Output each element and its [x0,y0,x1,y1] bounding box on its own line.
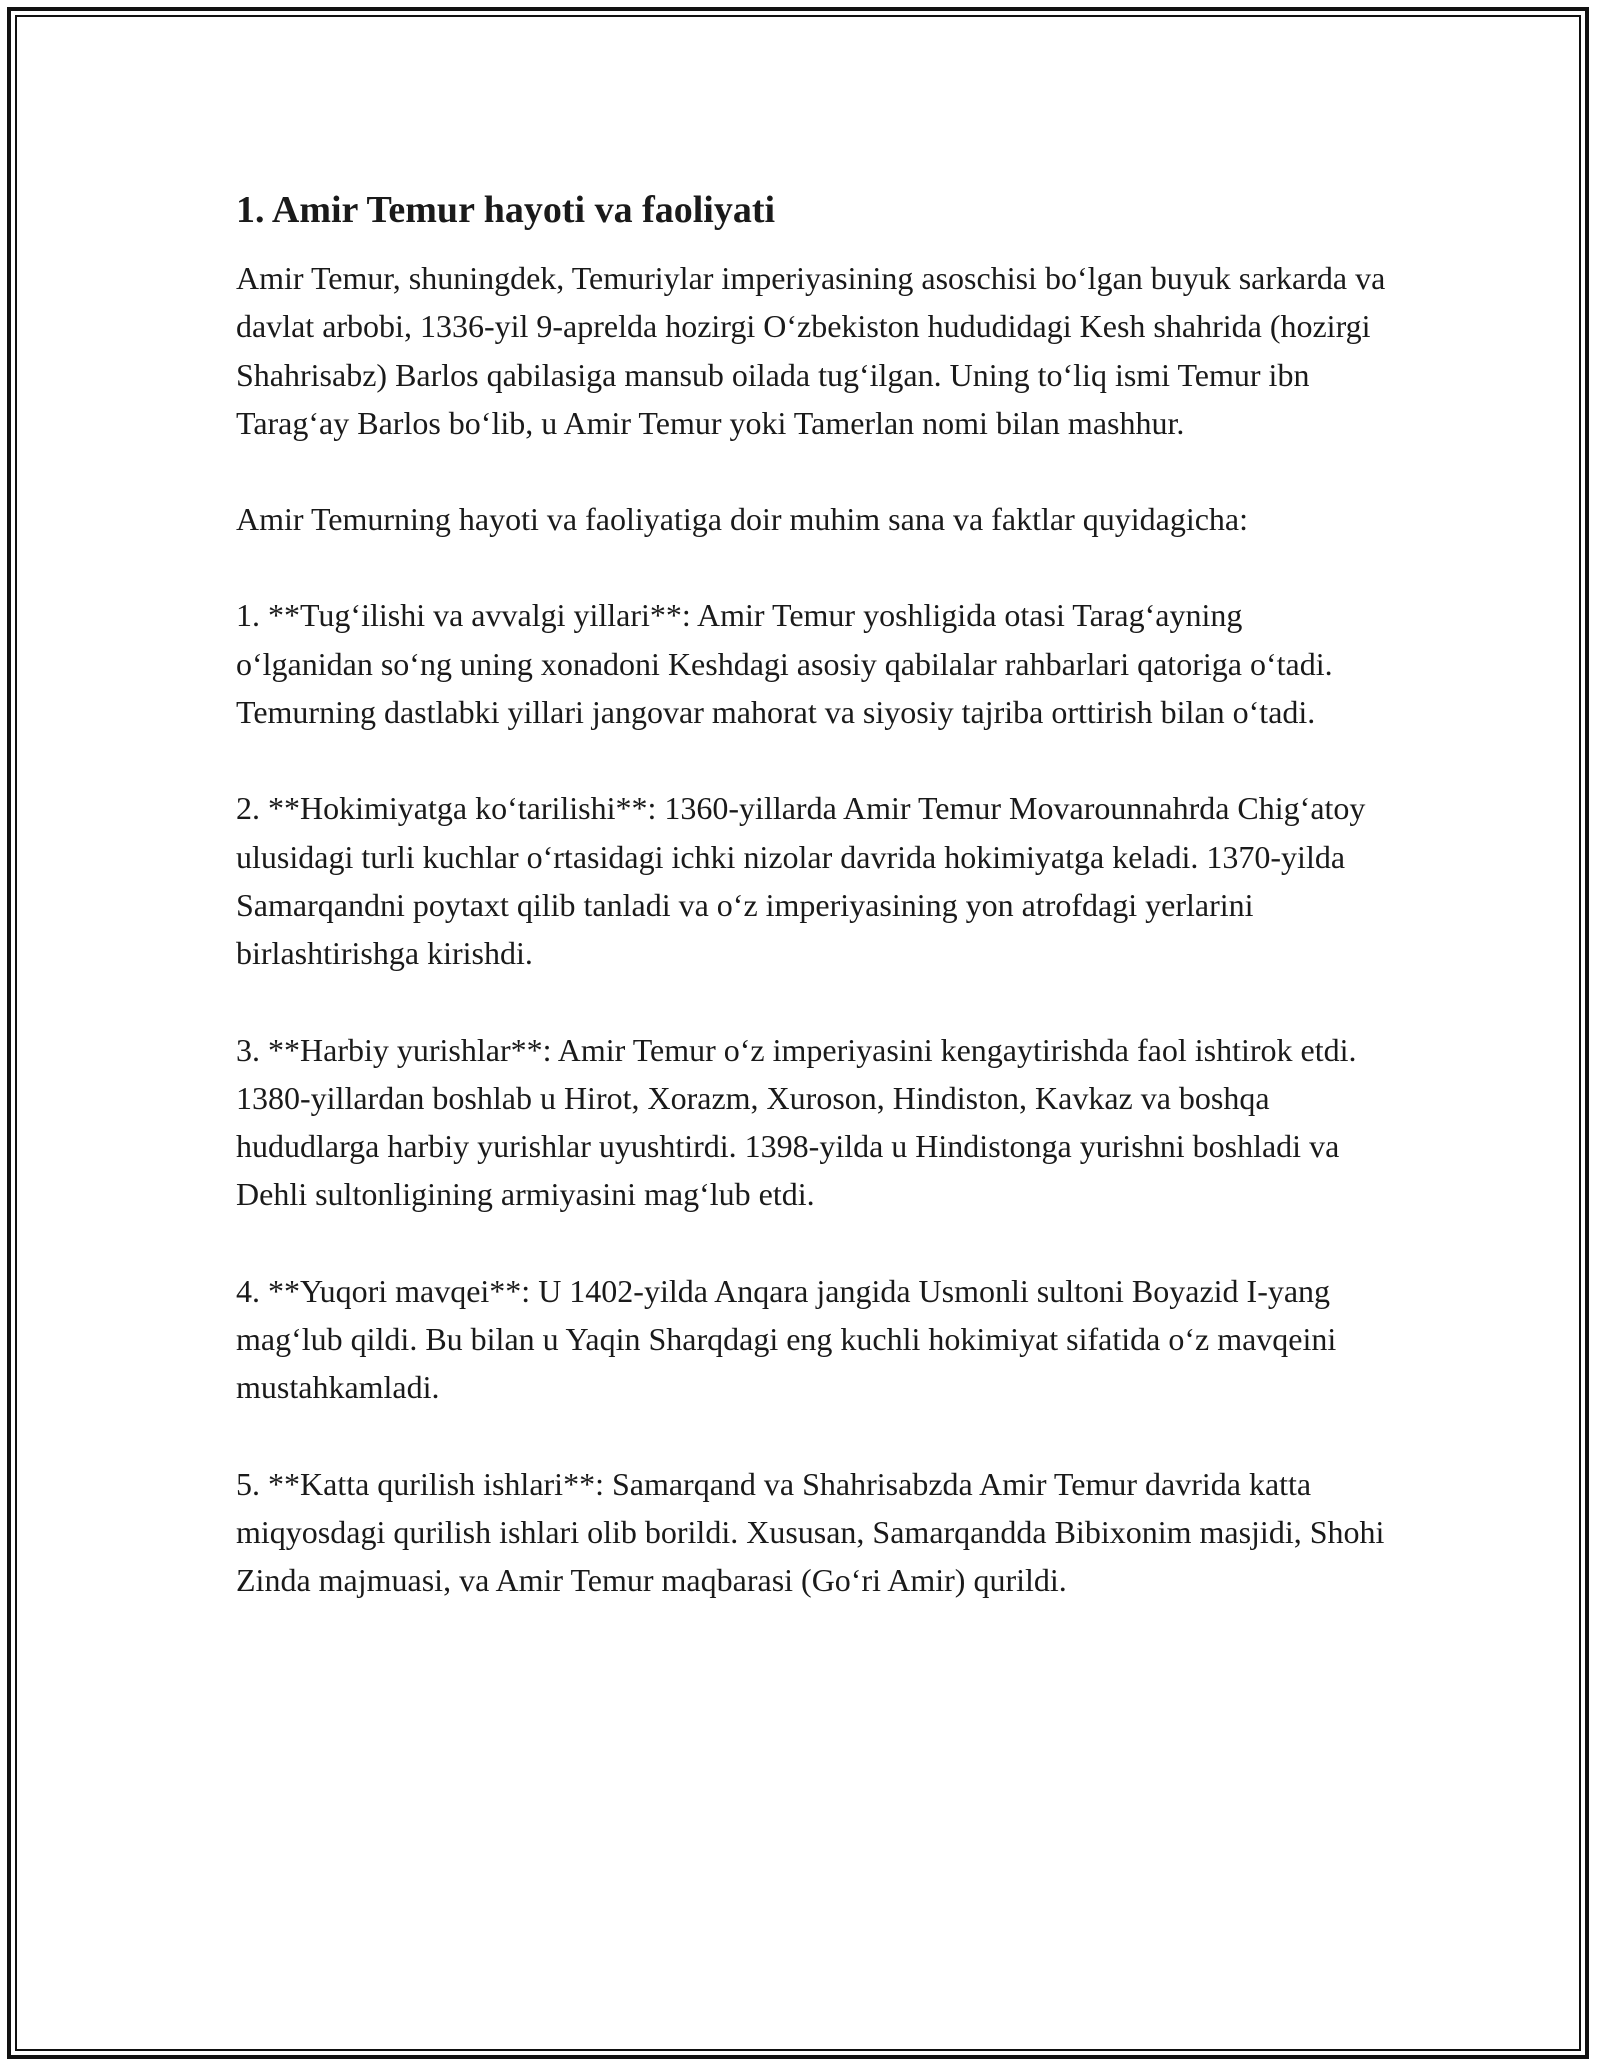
document-title: 1. Amir Temur hayoti va faoliyati [236,189,776,231]
list-item-high-position: 4. **Yuqori mavqei**: U 1402-yilda Anqara jangida Usmonli sultoni Boyazid I-yang mag‘lub qildi. Bu bilan u Yaqin Sharqdagi eng kuchli hokimiyat sifatida o‘z mavqeini mustahkamladi. [236,1272,1337,1406]
list-item-birth: 1. **Tug‘ilishi va avvalgi yillari**: Amir Temur yoshligida otasi Tarag‘ayning o‘lganidan so‘ng uning xonadoni Keshdagi asosiy qabilalar rahbarlari qatoriga o‘tadi. Temurning dastlabki yillari jangovar mahorat va siyosiy tajriba orttirish bilan o‘tadi. [236,597,1333,731]
list-item-construction: 5. **Katta qurilish ishlari**: Samarqand va Shahrisabzda Amir Temur davrida katta miqyosdagi qurilish ishlari olib borildi. Xususan, Samarqandda Bibixonim masjidi, Shohi Zinda majmuasi, va Amir Temur maqbarasi (Go‘ri Amir) qurildi. [236,1465,1385,1599]
list-item-military-campaigns: 3. **Harbiy yurishlar**: Amir Temur o‘z imperiyasini kengaytirishda faol ishtirok etdi. 1380-yillardan boshlab u Hirot, Xorazm, Xuroson, Hindiston, Kavkaz va boshqa hududlarga harbiy yurishlar uyushtirdi. 1398-yilda u Hindistonga yurishni boshladi va Dehli sultonligining armiyasini mag‘lub etdi. [236,1031,1357,1213]
document-body [236,186,1386,1605]
list-item-rise-to-power: 2. **Hokimiyatga ko‘tarilishi**: 1360-yillarda Amir Temur Movarounnahrda Chig‘atoy ulusidagi turli kuchlar o‘rtasidagi ichki nizolar davrida hokimiyatga keladi. 1370-yilda Samarqandni poytaxt qilib tanladi va o‘z imperiyasining yon atrofdagi yerlarini birlashtirishga kirishdi. [236,790,1366,972]
facts-intro-paragraph: Amir Temurning hayoti va faoliyatiga doir muhim sana va faktlar quyidagicha: [236,501,1248,538]
intro-paragraph: Amir Temur, shuningdek, Temuriylar imperiyasining asoschisi bo‘lgan buyuk sarkarda va davlat arbobi, 1336-yil 9-aprelda hozirgi O‘zbekiston hududidagi Kesh shahrida (hozirgi Shahrisabz) Barlos qabilasiga mansub oilada tug‘ilgan. Uning to‘liq ismi Temur ibn Tarag‘ay Barlos bo‘lib, u Amir Temur yoki Tamerlan nomi bilan mashhur. [236,260,1386,441]
